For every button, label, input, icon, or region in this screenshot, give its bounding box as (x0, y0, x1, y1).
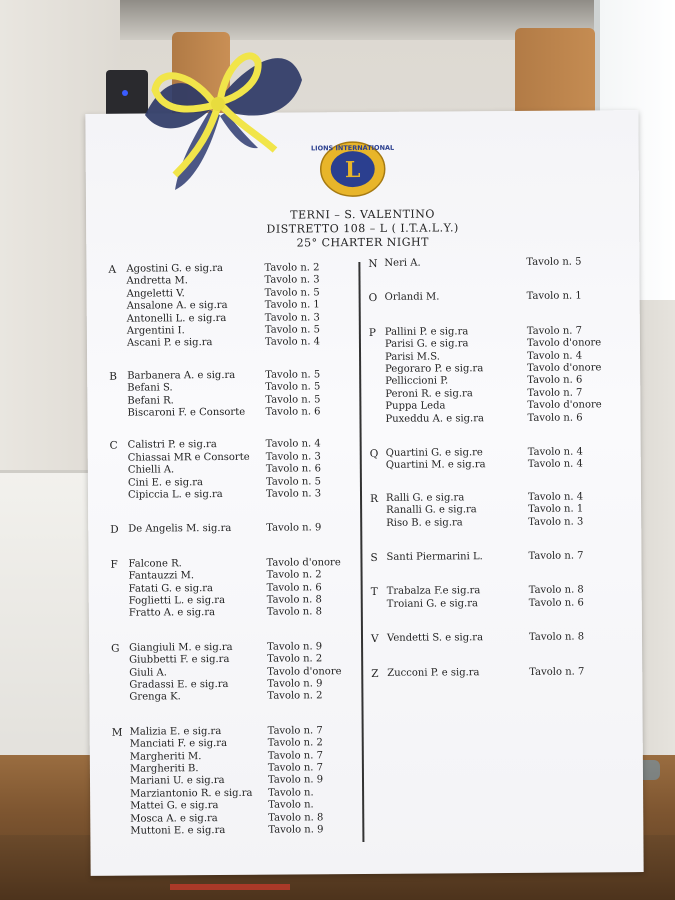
group-letter: G (111, 642, 120, 655)
guest-name: Orlandi M. (384, 291, 440, 304)
header-line-2: DISTRETTO 108 – L ( I.T.A.L.Y.) (266, 221, 459, 236)
group-letter: P (368, 326, 377, 339)
table-assignment: Tavolo n. 7 (529, 666, 585, 678)
guest-name: Fatati G. e sig.ra (128, 582, 214, 595)
group-letter: R (369, 492, 378, 505)
header-line-1: TERNI – S. VALENTINO (290, 207, 435, 222)
guest-name: Foglietti L. e sig.ra (128, 594, 226, 607)
guest-name: Pegoraro P. e sig.ra (385, 363, 484, 375)
group-letter: Q (369, 447, 379, 460)
table-assignment: Tavolo n. 9 (266, 522, 322, 535)
guest-name: Zucconi P. e sig.ra (387, 666, 480, 679)
guest-name: Andretta M. (126, 275, 188, 288)
guest-name: Argentini I. (126, 325, 185, 337)
table-assignment: Tavolo n. 2 (264, 262, 320, 274)
table-assignment: Tavolo n. 8 (528, 584, 584, 597)
guest-name: Parisi M.S. (385, 351, 440, 363)
table-assignment: Tavolo n. 8 (266, 594, 322, 606)
group-letter: N (368, 257, 378, 270)
guest-name: Cipiccia L. e sig.ra (127, 488, 223, 501)
table-assignment: Tavolo d'onore (266, 556, 341, 569)
table-assignment: Tavolo d'onore (527, 399, 602, 412)
table-assignment: Tavolo n. 2 (267, 653, 323, 665)
table-assignment: Tavolo n. 6 (265, 463, 321, 475)
guest-name: Troiani G. e sig.ra (386, 598, 479, 610)
speaker-led (122, 90, 128, 96)
guest-name: Neri A. (384, 257, 421, 269)
guest-name: Santi Piermarini L. (386, 551, 483, 563)
guest-name: Peroni R. e sig.ra (385, 388, 473, 400)
table-assignment: Tavolo n. 4 (265, 438, 321, 451)
guest-name: Falcone R. (128, 558, 182, 570)
guest-name: Vendetti S. e sig.ra (386, 632, 484, 645)
group-letter: B (109, 370, 117, 383)
guest-name: Marziantonio R. e sig.ra (130, 787, 253, 800)
table-assignment: Tavolo n. 2 (267, 737, 323, 749)
table-assignment: Tavolo n. 5 (526, 256, 582, 268)
group-letter: D (110, 524, 119, 537)
guest-name: Pelliccioni P. (385, 375, 449, 388)
guest-name: Befani R. (127, 394, 174, 407)
column-divider (358, 262, 364, 842)
table-assignment: Tavolo n. 1 (264, 299, 320, 311)
table-assignment: Tavolo n. 1 (528, 503, 584, 516)
table-assignment: Tavolo d'onore (526, 337, 602, 350)
guest-name: Ansalone A. e sig.ra (126, 300, 228, 312)
table-assignment: Tavolo n. 2 (266, 569, 322, 581)
guest-name: Mosca A. e sig.ra (130, 812, 218, 825)
guest-name: Chiassai MR e Consorte (127, 451, 250, 464)
table-assignment: Tavolo n. 3 (265, 451, 321, 463)
table-assignment: Tavolo n. 6 (265, 406, 321, 418)
table-assignment: Tavolo n. 5 (264, 324, 320, 336)
group-letter: F (110, 558, 118, 571)
group-letter: M (111, 726, 123, 739)
table-assignment: Tavolo n. (268, 787, 314, 799)
guest-name: Manciati F. e sig.ra (129, 738, 228, 750)
table-assignment: Tavolo n. 4 (527, 446, 583, 458)
guest-name: Puxeddu A. e sig.ra (385, 412, 485, 425)
group-letter: T (370, 586, 378, 599)
emblem-lettering: LIONS INTERNATIONAL (310, 143, 395, 153)
guest-name: Mariani U. e sig.ra (129, 775, 225, 788)
table-assignment: Tavolo d'onore (527, 362, 602, 374)
table-assignment: Tavolo n. 7 (528, 550, 584, 562)
svg-text:L: L (344, 157, 361, 184)
seating-chart-sheet (85, 110, 643, 876)
table-assignment: Tavolo n. 3 (264, 311, 320, 324)
table-assignment: Tavolo n. 7 (267, 725, 323, 737)
guest-name: Parisi G. e sig.ra (384, 338, 469, 351)
guest-name: Chielli A. (127, 464, 175, 476)
table-assignment: Tavolo n. 5 (264, 287, 320, 299)
table-assignment: Tavolo n. 2 (267, 690, 323, 703)
group-letter: S (370, 551, 378, 564)
table-assignment: Tavolo n. 7 (267, 749, 323, 762)
guest-name: Calistri P. e sig.ra (127, 439, 217, 452)
guest-name: Grenga K. (129, 691, 181, 704)
guest-name: Fantauzzi M. (128, 570, 195, 582)
table-assignment: Tavolo n. 1 (526, 290, 582, 303)
table-assignment: Tavolo n. 9 (268, 824, 324, 836)
table-assignment: Tavolo n. 9 (267, 641, 323, 653)
table-assignment: Tavolo n. 7 (267, 762, 324, 774)
group-letter: Z (371, 667, 379, 680)
group-letter: A (108, 263, 117, 276)
guest-name: Malizia E. e sig.ra (129, 725, 222, 738)
table-assignment: Tavolo n. 5 (265, 369, 321, 381)
group-letter: O (368, 292, 378, 305)
guest-name: Mattei G. e sig.ra (130, 800, 219, 812)
table-assignment: Tavolo n. 4 (264, 336, 321, 349)
table-assignment: Tavolo n. 3 (265, 488, 322, 500)
guest-name: Quartini G. e sig.re (385, 447, 483, 459)
table-assignment: Tavolo n. 9 (267, 678, 323, 690)
header-line-3: 25° CHARTER NIGHT (296, 235, 429, 250)
table-assignment: Tavolo n. 6 (527, 374, 583, 387)
table-assignment: Tavolo d'onore (267, 665, 342, 678)
table-assignment: Tavolo n. 5 (265, 381, 321, 393)
guest-name: Antonelli L. e sig.ra (126, 312, 227, 325)
guest-name: Cini E. e sig.ra (127, 476, 204, 489)
guest-name: Agostini G. e sig.ra (126, 262, 224, 275)
guest-name: Ranalli G. e sig.ra (386, 504, 477, 517)
guest-name: Pallini P. e sig.ra (384, 326, 469, 338)
guest-name: Trabalza F.e sig.ra (386, 585, 481, 598)
guest-name: De Angelis M. sig.ra (128, 523, 232, 536)
guest-name: Margheriti B. (129, 763, 199, 775)
table-assignment: Tavolo n. 7 (526, 325, 583, 337)
guest-name: Quartini M. e sig.ra (385, 459, 486, 472)
guest-name: Ralli G. e sig.ra (385, 492, 465, 504)
table-assignment: Tavolo n. 6 (266, 581, 322, 594)
table-assignment: Tavolo n. 4 (527, 458, 583, 471)
guest-name: Angeletti V. (126, 288, 185, 300)
guest-name: Befani S. (127, 382, 173, 394)
table-assignment: Tavolo n. 7 (527, 387, 583, 399)
table-assignment: Tavolo n. 3 (264, 274, 320, 287)
guest-name: Riso B. e sig.ra (386, 516, 463, 529)
guest-name: Biscaroni F. e Consorte (127, 406, 246, 419)
lions-emblem-icon (310, 140, 395, 198)
table-assignment: Tavolo n. 8 (266, 606, 322, 619)
guest-name: Ascani P. e sig.ra (126, 337, 213, 350)
table-assignment: Tavolo n. 3 (528, 516, 584, 528)
table-assignment: Tavolo n. 5 (265, 393, 321, 406)
table-assignment: Tavolo n. 5 (265, 475, 322, 488)
guest-name: Gradassi E. e sig.ra (129, 678, 229, 691)
guest-name: Giangiuli M. e sig.ra (129, 641, 233, 654)
guest-name: Giuli A. (129, 666, 167, 679)
table-assignment: Tavolo n. 9 (267, 774, 324, 787)
guest-name: Barbanera A. e sig.ra (127, 369, 236, 382)
ribbon-bow-icon (140, 40, 305, 200)
table-assignment: Tavolo n. 8 (528, 631, 585, 644)
paint-stain-red (170, 884, 290, 890)
table-assignment: Tavolo n. 6 (528, 597, 584, 609)
guest-name: Muttoni E. e sig.ra (130, 824, 226, 837)
guest-name: Margheriti M. (129, 750, 202, 763)
guest-name: Fratto A. e sig.ra (128, 607, 216, 620)
table-assignment: Tavolo n. 4 (527, 491, 584, 503)
guest-name: Giubbetti F. e sig.ra (129, 654, 230, 666)
table-assignment: Tavolo n. (268, 799, 314, 811)
table-assignment: Tavolo n. 8 (268, 811, 324, 824)
group-letter: V (370, 633, 379, 646)
guest-name: Puppa Leda (385, 400, 446, 413)
group-letter: C (109, 440, 118, 453)
table-assignment: Tavolo n. 6 (527, 412, 583, 424)
table-assignment: Tavolo n. 4 (527, 350, 583, 362)
